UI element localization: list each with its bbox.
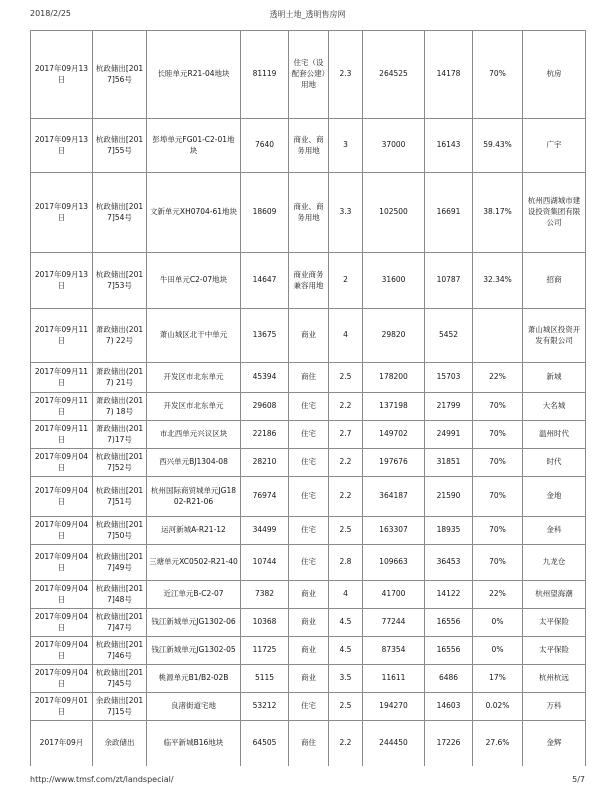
cell-plot-ratio: 2.5 [329, 363, 363, 393]
cell-land-use: 商业 [289, 609, 329, 637]
table-row [31, 253, 586, 309]
cell-parcel-name: 运河新城A-R21-12 [147, 517, 241, 545]
cell-parcel-name: 彭埠单元FG01-C2-01地块 [147, 119, 241, 173]
table-row [31, 637, 586, 665]
cell-area: 10368 [241, 609, 289, 637]
cell-land-use: 住宅 [289, 477, 329, 517]
cell-premium-rate: 0.02% [473, 693, 523, 721]
cell-winner: 杭房 [523, 31, 586, 119]
cell-plot-ratio: 4 [329, 581, 363, 609]
cell-start-price: 364187 [363, 477, 425, 517]
cell-floor-price: 14178 [425, 31, 473, 119]
cell-parcel-name: 文新单元XH0704-61地块 [147, 173, 241, 253]
cell-start-price: 264525 [363, 31, 425, 119]
cell-land-use: 商住 [289, 363, 329, 393]
cell-area: 76974 [241, 477, 289, 517]
cell-plot-ratio: 2.8 [329, 545, 363, 581]
cell-premium-rate: 70% [473, 545, 523, 581]
cell-date: 2017年09月13日 [31, 253, 93, 309]
cell-plot-ratio: 4.5 [329, 609, 363, 637]
cell-date: 2017年09月01日 [31, 693, 93, 721]
cell-winner: 杭州望海潮 [523, 581, 586, 609]
cell-floor-price: 16143 [425, 119, 473, 173]
cell-floor-price: 6486 [425, 665, 473, 693]
cell-date: 2017年09月11日 [31, 363, 93, 393]
cell-premium-rate: 70% [473, 31, 523, 119]
cell-premium-rate: 70% [473, 421, 523, 449]
cell-premium-rate: 59.43% [473, 119, 523, 173]
cell-premium-rate [473, 309, 523, 363]
cell-doc-number: 杭政储出[2017]46号 [93, 637, 147, 665]
cell-land-use: 商业 [289, 637, 329, 665]
table-row [31, 173, 586, 253]
cell-area: 5115 [241, 665, 289, 693]
cell-date: 2017年09月13日 [31, 119, 93, 173]
cell-date: 2017年09月04日 [31, 517, 93, 545]
cell-land-use: 住宅 [289, 421, 329, 449]
cell-date: 2017年09月11日 [31, 421, 93, 449]
cell-area: 34499 [241, 517, 289, 545]
cell-doc-number: 杭政储出[2017]51号 [93, 477, 147, 517]
cell-floor-price: 24991 [425, 421, 473, 449]
cell-floor-price: 16556 [425, 609, 473, 637]
cell-land-use: 住宅 [289, 545, 329, 581]
cell-plot-ratio: 2 [329, 253, 363, 309]
cell-start-price: 244450 [363, 721, 425, 767]
cell-date: 2017年09月13日 [31, 31, 93, 119]
cell-winner: 萧山城区投资开发有限公司 [523, 309, 586, 363]
print-date: 2018/2/25 [30, 9, 72, 18]
cell-parcel-name: 近江单元B-C2-07 [147, 581, 241, 609]
print-footer [30, 775, 585, 784]
cell-floor-price: 10787 [425, 253, 473, 309]
cell-plot-ratio: 3.5 [329, 665, 363, 693]
cell-area: 53212 [241, 693, 289, 721]
cell-area: 7640 [241, 119, 289, 173]
cell-winner: 九龙仓 [523, 545, 586, 581]
cell-premium-rate: 70% [473, 393, 523, 421]
cell-start-price: 29820 [363, 309, 425, 363]
cell-doc-number: 杭政储出[2017]55号 [93, 119, 147, 173]
cell-land-use: 住宅 [289, 693, 329, 721]
cell-date: 2017年09月04日 [31, 637, 93, 665]
cell-land-use: 住宅 [289, 393, 329, 421]
cell-winner: 温州时代 [523, 421, 586, 449]
cell-winner: 太平保险 [523, 609, 586, 637]
cell-land-use: 商业商务兼容用地 [289, 253, 329, 309]
cell-date: 2017年09月04日 [31, 449, 93, 477]
cell-floor-price: 36453 [425, 545, 473, 581]
cell-doc-number: 杭政储出[2017]48号 [93, 581, 147, 609]
table-row [31, 309, 586, 363]
table-row [31, 449, 586, 477]
cell-area: 29608 [241, 393, 289, 421]
cell-winner: 时代 [523, 449, 586, 477]
cell-start-price: 41700 [363, 581, 425, 609]
cell-date: 2017年09月04日 [31, 477, 93, 517]
cell-start-price: 77244 [363, 609, 425, 637]
cell-plot-ratio: 3.3 [329, 173, 363, 253]
cell-land-use: 商业 [289, 309, 329, 363]
cell-area: 7382 [241, 581, 289, 609]
cell-land-use: 商住 [289, 721, 329, 767]
cell-doc-number: 萧政储出(2017)17号 [93, 421, 147, 449]
cell-parcel-name: 临平新城B16地块 [147, 721, 241, 767]
cell-land-use: 商业、商务用地 [289, 173, 329, 253]
cell-start-price: 137198 [363, 393, 425, 421]
cell-parcel-name: 钱江新城单元JG1302-06 [147, 609, 241, 637]
table-row [31, 119, 586, 173]
cell-plot-ratio: 2.7 [329, 421, 363, 449]
cell-winner: 杭州杭远 [523, 665, 586, 693]
cell-start-price: 37000 [363, 119, 425, 173]
cell-parcel-name: 开发区市北东单元 [147, 393, 241, 421]
cell-plot-ratio: 2.3 [329, 31, 363, 119]
cell-winner: 新城 [523, 363, 586, 393]
footer-page-number: 5/7 [572, 775, 585, 784]
cell-parcel-name: 钱江新城单元JG1302-05 [147, 637, 241, 665]
cell-plot-ratio: 2.5 [329, 517, 363, 545]
cell-premium-rate: 0% [473, 609, 523, 637]
cell-plot-ratio: 4.5 [329, 637, 363, 665]
cell-premium-rate: 22% [473, 581, 523, 609]
cell-premium-rate: 38.17% [473, 173, 523, 253]
table-row [31, 517, 586, 545]
cell-plot-ratio: 2.5 [329, 693, 363, 721]
cell-winner: 太平保险 [523, 637, 586, 665]
cell-date: 2017年09月04日 [31, 545, 93, 581]
land-sales-table [30, 30, 586, 766]
cell-parcel-name: 长睦单元R21-04地块 [147, 31, 241, 119]
cell-floor-price: 15703 [425, 363, 473, 393]
cell-premium-rate: 70% [473, 517, 523, 545]
table-row [31, 31, 586, 119]
cell-start-price: 194270 [363, 693, 425, 721]
print-header [30, 9, 585, 20]
cell-doc-number: 杭政储出[2017]47号 [93, 609, 147, 637]
cell-winner: 大名城 [523, 393, 586, 421]
land-table-body [31, 31, 586, 767]
cell-date: 2017年09月04日 [31, 609, 93, 637]
cell-winner: 金科 [523, 517, 586, 545]
cell-doc-number: 萧政储出(2017) 22号 [93, 309, 147, 363]
cell-land-use: 住宅（设配套公建）用地 [289, 31, 329, 119]
cell-plot-ratio: 2.2 [329, 721, 363, 767]
cell-date: 2017年09月04日 [31, 665, 93, 693]
footer-url: http://www.tmsf.com/zt/landspecial/ [30, 775, 174, 784]
cell-plot-ratio: 2.2 [329, 393, 363, 421]
cell-floor-price: 16556 [425, 637, 473, 665]
table-row [31, 393, 586, 421]
cell-parcel-name: 萧山城区北干中单元 [147, 309, 241, 363]
cell-date: 2017年09月 [31, 721, 93, 767]
table-row [31, 545, 586, 581]
cell-floor-price: 5452 [425, 309, 473, 363]
cell-start-price: 11611 [363, 665, 425, 693]
cell-floor-price: 18935 [425, 517, 473, 545]
cell-start-price: 197676 [363, 449, 425, 477]
cell-land-use: 商业 [289, 581, 329, 609]
cell-date: 2017年09月04日 [31, 581, 93, 609]
table-row [31, 477, 586, 517]
cell-winner: 招商 [523, 253, 586, 309]
table-row [31, 363, 586, 393]
cell-doc-number: 余政储出 [93, 721, 147, 767]
cell-floor-price: 14603 [425, 693, 473, 721]
cell-parcel-name: 杭州国际商贸城单元JG1802-R21-06 [147, 477, 241, 517]
cell-start-price: 149702 [363, 421, 425, 449]
cell-winner: 杭州西湖城市建设投资集团有限公司 [523, 173, 586, 253]
cell-date: 2017年09月11日 [31, 393, 93, 421]
cell-parcel-name: 西兴单元BJ1304-08 [147, 449, 241, 477]
cell-doc-number: 杭政储出[2017]53号 [93, 253, 147, 309]
cell-premium-rate: 70% [473, 477, 523, 517]
cell-doc-number: 萧政储出(2017) 18号 [93, 393, 147, 421]
cell-floor-price: 21590 [425, 477, 473, 517]
cell-area: 13675 [241, 309, 289, 363]
cell-doc-number: 杭政储出[2017]52号 [93, 449, 147, 477]
cell-floor-price: 21799 [425, 393, 473, 421]
cell-area: 64505 [241, 721, 289, 767]
table-row [31, 421, 586, 449]
cell-floor-price: 31851 [425, 449, 473, 477]
cell-land-use: 住宅 [289, 449, 329, 477]
cell-premium-rate: 17% [473, 665, 523, 693]
cell-date: 2017年09月13日 [31, 173, 93, 253]
cell-floor-price: 17226 [425, 721, 473, 767]
cell-plot-ratio: 2.2 [329, 449, 363, 477]
cell-parcel-name: 市北西单元兴议区块 [147, 421, 241, 449]
cell-start-price: 178200 [363, 363, 425, 393]
cell-winner: 万科 [523, 693, 586, 721]
cell-plot-ratio: 3 [329, 119, 363, 173]
cell-area: 14647 [241, 253, 289, 309]
cell-start-price: 31600 [363, 253, 425, 309]
cell-doc-number: 杭政储出[2017]50号 [93, 517, 147, 545]
cell-parcel-name: 开发区市北东单元 [147, 363, 241, 393]
cell-area: 11725 [241, 637, 289, 665]
table-row [31, 581, 586, 609]
cell-parcel-name: 桃源单元B1/B2-02B [147, 665, 241, 693]
cell-doc-number: 杭政储出[2017]49号 [93, 545, 147, 581]
cell-area: 45394 [241, 363, 289, 393]
table-row [31, 721, 586, 767]
cell-start-price: 163307 [363, 517, 425, 545]
table-row [31, 665, 586, 693]
cell-start-price: 87354 [363, 637, 425, 665]
cell-premium-rate: 32.34% [473, 253, 523, 309]
cell-parcel-name: 三塘单元XC0502-R21-40 [147, 545, 241, 581]
cell-parcel-name: 良渚街道宅地 [147, 693, 241, 721]
cell-premium-rate: 22% [473, 363, 523, 393]
cell-premium-rate: 27.6% [473, 721, 523, 767]
cell-doc-number: 萧政储出(2017) 21号 [93, 363, 147, 393]
table-row [31, 693, 586, 721]
cell-land-use: 商业 [289, 665, 329, 693]
cell-premium-rate: 0% [473, 637, 523, 665]
cell-doc-number: 余政储出[2017]15号 [93, 693, 147, 721]
cell-doc-number: 杭政储出[2017]54号 [93, 173, 147, 253]
table-row [31, 609, 586, 637]
cell-floor-price: 16691 [425, 173, 473, 253]
cell-winner: 金地 [523, 477, 586, 517]
cell-plot-ratio: 4 [329, 309, 363, 363]
cell-area: 18609 [241, 173, 289, 253]
cell-doc-number: 杭政储出[2017]45号 [93, 665, 147, 693]
cell-date: 2017年09月11日 [31, 309, 93, 363]
cell-start-price: 109663 [363, 545, 425, 581]
cell-parcel-name: 牛田单元C2-07地块 [147, 253, 241, 309]
cell-land-use: 住宅 [289, 517, 329, 545]
cell-premium-rate: 70% [473, 449, 523, 477]
cell-plot-ratio: 2.2 [329, 477, 363, 517]
cell-area: 28210 [241, 449, 289, 477]
cell-land-use: 商业、商务用地 [289, 119, 329, 173]
cell-start-price: 102500 [363, 173, 425, 253]
cell-area: 81119 [241, 31, 289, 119]
cell-area: 10744 [241, 545, 289, 581]
cell-area: 22186 [241, 421, 289, 449]
cell-winner: 金辉 [523, 721, 586, 767]
cell-floor-price: 14122 [425, 581, 473, 609]
cell-doc-number: 杭政储出[2017]56号 [93, 31, 147, 119]
page-title: 透明土地_透明售房网 [269, 10, 346, 19]
land-sales-table-wrap [30, 30, 586, 766]
cell-winner: 广宇 [523, 119, 586, 173]
